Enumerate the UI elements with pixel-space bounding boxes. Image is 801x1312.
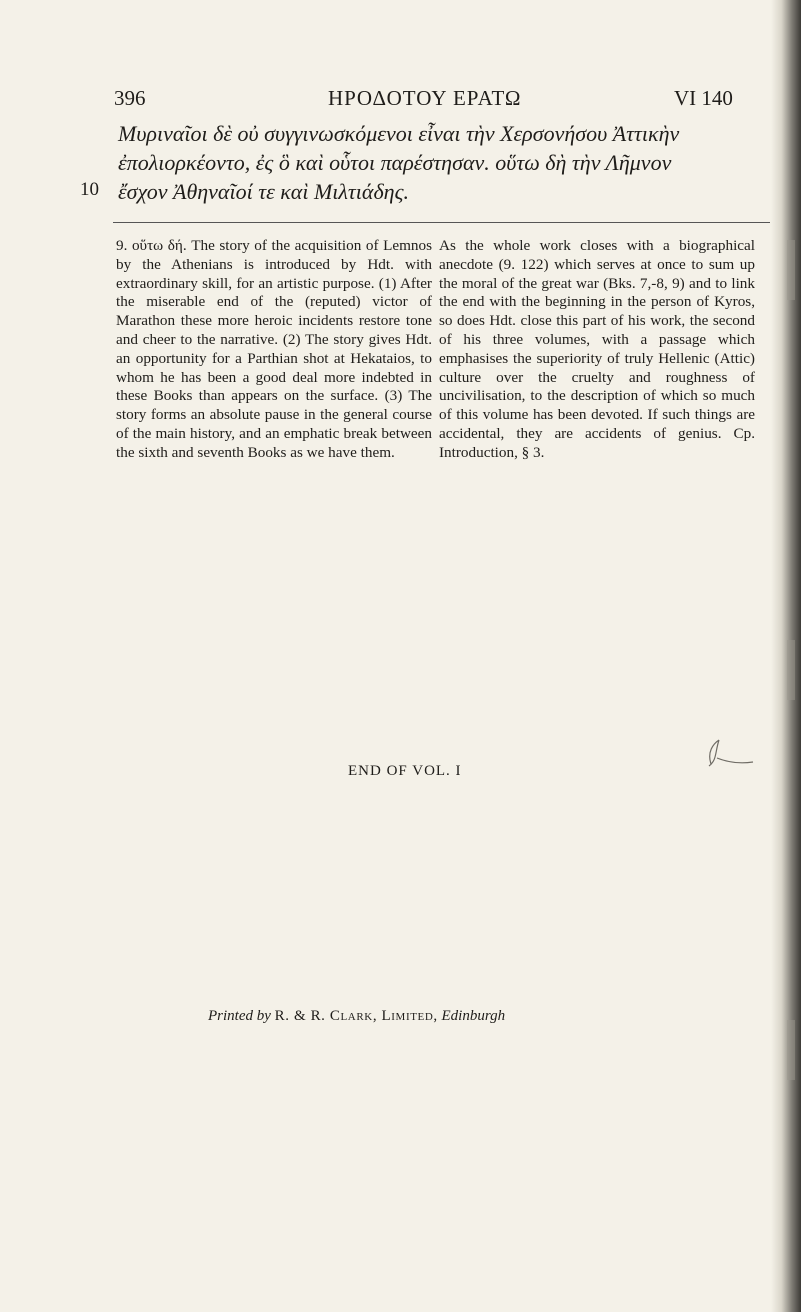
running-title: ΗΡΟΔΟΤΟΥ ΕΡΑΤΩ: [328, 86, 522, 110]
greek-text-line: ἐπολιορκέοντο, ἐς ὃ καὶ οὗτοι παρέστησαν. οὕτω δὴ τὴν Λῆμνον: [118, 150, 672, 175]
running-head: [0, 86, 801, 110]
greek-text-line: ἔσχον Ἀθηναῖοί τε καὶ Μιλτιάδης.: [118, 179, 410, 204]
notes-column-left: [116, 237, 432, 463]
end-of-volume-mark: END OF VOL. I: [348, 763, 462, 779]
note-paragraph: 9. οὕτω δή. The story of the acquisition of Lemnos by the Athenians is introduced by Hdt. with extraordinary skill, for an artistic purpose. (1) After the miserable end of the (reputed) victor of Marathon these more heroic incidents restore tone and cheer to the narrative. (2) The story gives Hdt. an opportunity for a Parthian shot at Hekataios, to whom he has been a good deal more indebted in these Books than appears on the surface. (3) The story forms an absolute pause in the general course of the main history, and an emphatic break between the sixth and seventh Books as we have them.: [116, 237, 432, 461]
printer-prefix: Printed by: [208, 1008, 271, 1024]
pencil-mark-icon: [697, 730, 757, 770]
page-number: 396: [114, 86, 146, 110]
printer-imprint: [208, 1008, 505, 1025]
binding-shadow: [787, 1020, 795, 1080]
binding-shadow: [787, 640, 795, 700]
printer-name: R. & R. Clark, Limited,: [274, 1008, 438, 1024]
line-number: 10: [80, 179, 99, 200]
binding-shadow: [787, 240, 795, 300]
section-reference: VI 140: [674, 86, 733, 110]
notes-column-right: [439, 237, 755, 463]
greek-text-line: Μυριναῖοι δὲ οὐ συγγινωσκόμενοι εἶναι τὴν Χερσονήσου Ἀττικὴν: [118, 121, 680, 146]
notes-divider: [113, 222, 770, 223]
note-paragraph: As the whole work closes with a biographical anecdote (9. 122) which serves at once to sum up the moral of the great war (Bks. 7,-8, 9) and to link the end with the beginning in the person of Kyros, so does Hdt. close this part of his work, the second of his three volumes, with a passage which emphasises the superiority of truly Hellenic (Attic) culture over the cruelty and roughness of uncivilisation, to the description of which so much of this volume has been devoted. If such things are accidental, they are accidents of genius. Cp. Introduction, § 3.: [439, 237, 755, 461]
binding-edge: [771, 0, 801, 1312]
printer-city: Edinburgh: [441, 1008, 506, 1024]
